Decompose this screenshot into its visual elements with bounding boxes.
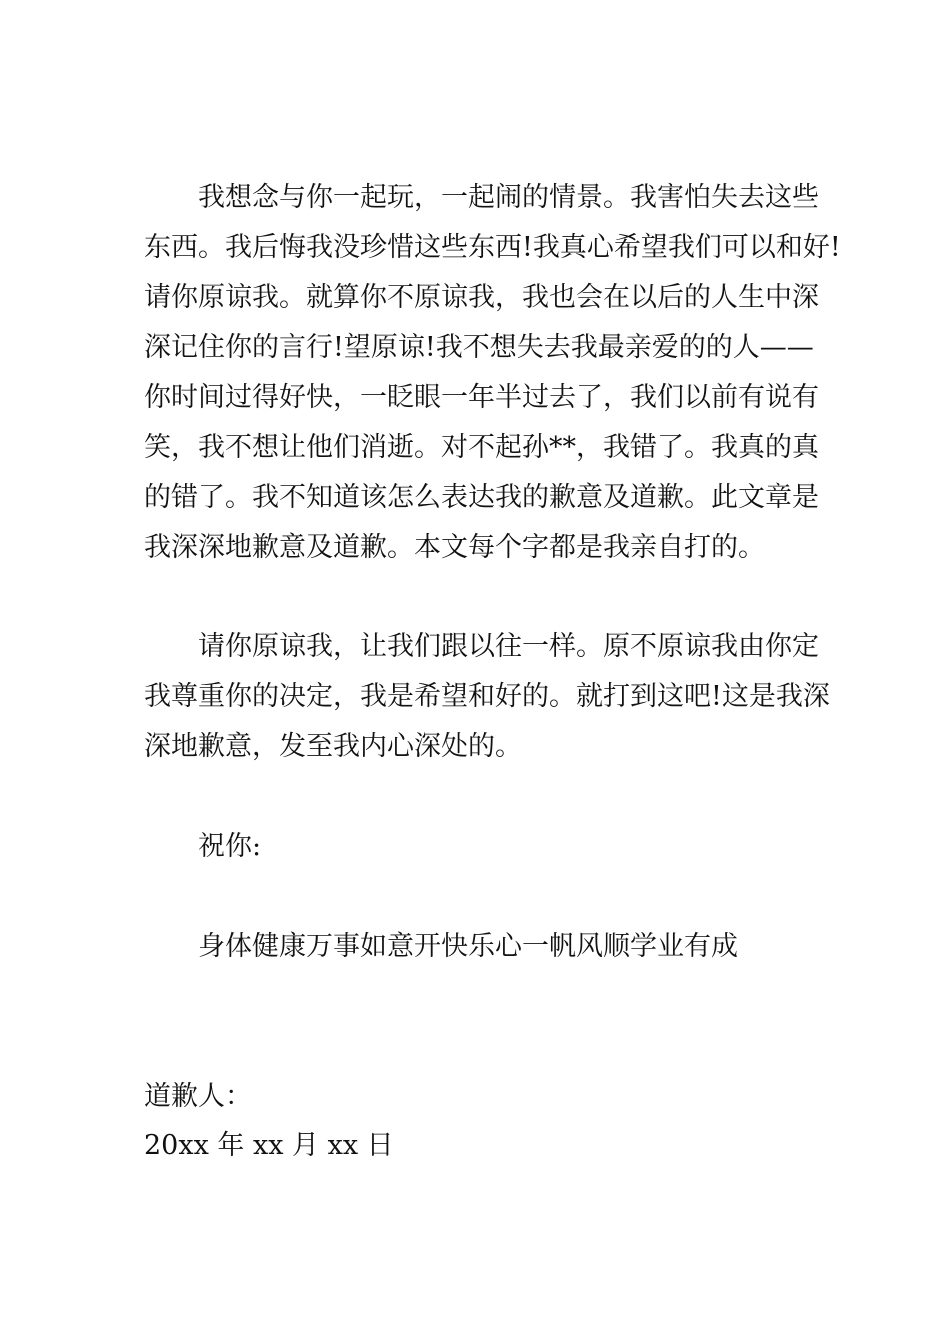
paragraph-1-line-8: 我深深地歉意及道歉。本文每个字都是我亲自打的。 (144, 532, 765, 563)
paragraph-1-line-6: 笑，我不想让他们消逝。对不起孙**，我错了。我真的真 (144, 432, 819, 463)
paragraph-1-line-5: 你时间过得好快，一眨眼一年半过去了，我们以前有说有 (144, 382, 819, 413)
date: 20xx 年 xx 月 xx 日 (144, 1130, 394, 1161)
salutation: 祝你: (198, 831, 262, 862)
wishes: 身体健康万事如意开快乐心一帆风顺学业有成 (198, 931, 738, 962)
paragraph-2-line-3: 深地歉意，发至我内心深处的。 (144, 731, 522, 762)
paragraph-2-line-1: 请你原谅我，让我们跟以往一样。原不原谅我由你定 (198, 631, 819, 662)
paragraph-1-line-7: 的错了。我不知道该怎么表达我的歉意及道歉。此文章是 (144, 482, 819, 513)
paragraph-1-line-1: 我想念与你一起玩，一起闹的情景。我害怕失去这些 (198, 182, 819, 213)
paragraph-1-line-4: 深记住你的言行!望原谅!我不想失去我最亲爱的的人—— (144, 332, 814, 363)
paragraph-2-line-2: 我尊重你的决定，我是希望和好的。就打到这吧!这是我深 (144, 681, 830, 712)
signer-label: 道歉人： (144, 1081, 252, 1112)
paragraph-1-line-2: 东西。我后悔我没珍惜这些东西!我真心希望我们可以和好! (144, 232, 841, 263)
paragraph-1-line-3: 请你原谅我。就算你不原谅我，我也会在以后的人生中深 (144, 282, 819, 313)
